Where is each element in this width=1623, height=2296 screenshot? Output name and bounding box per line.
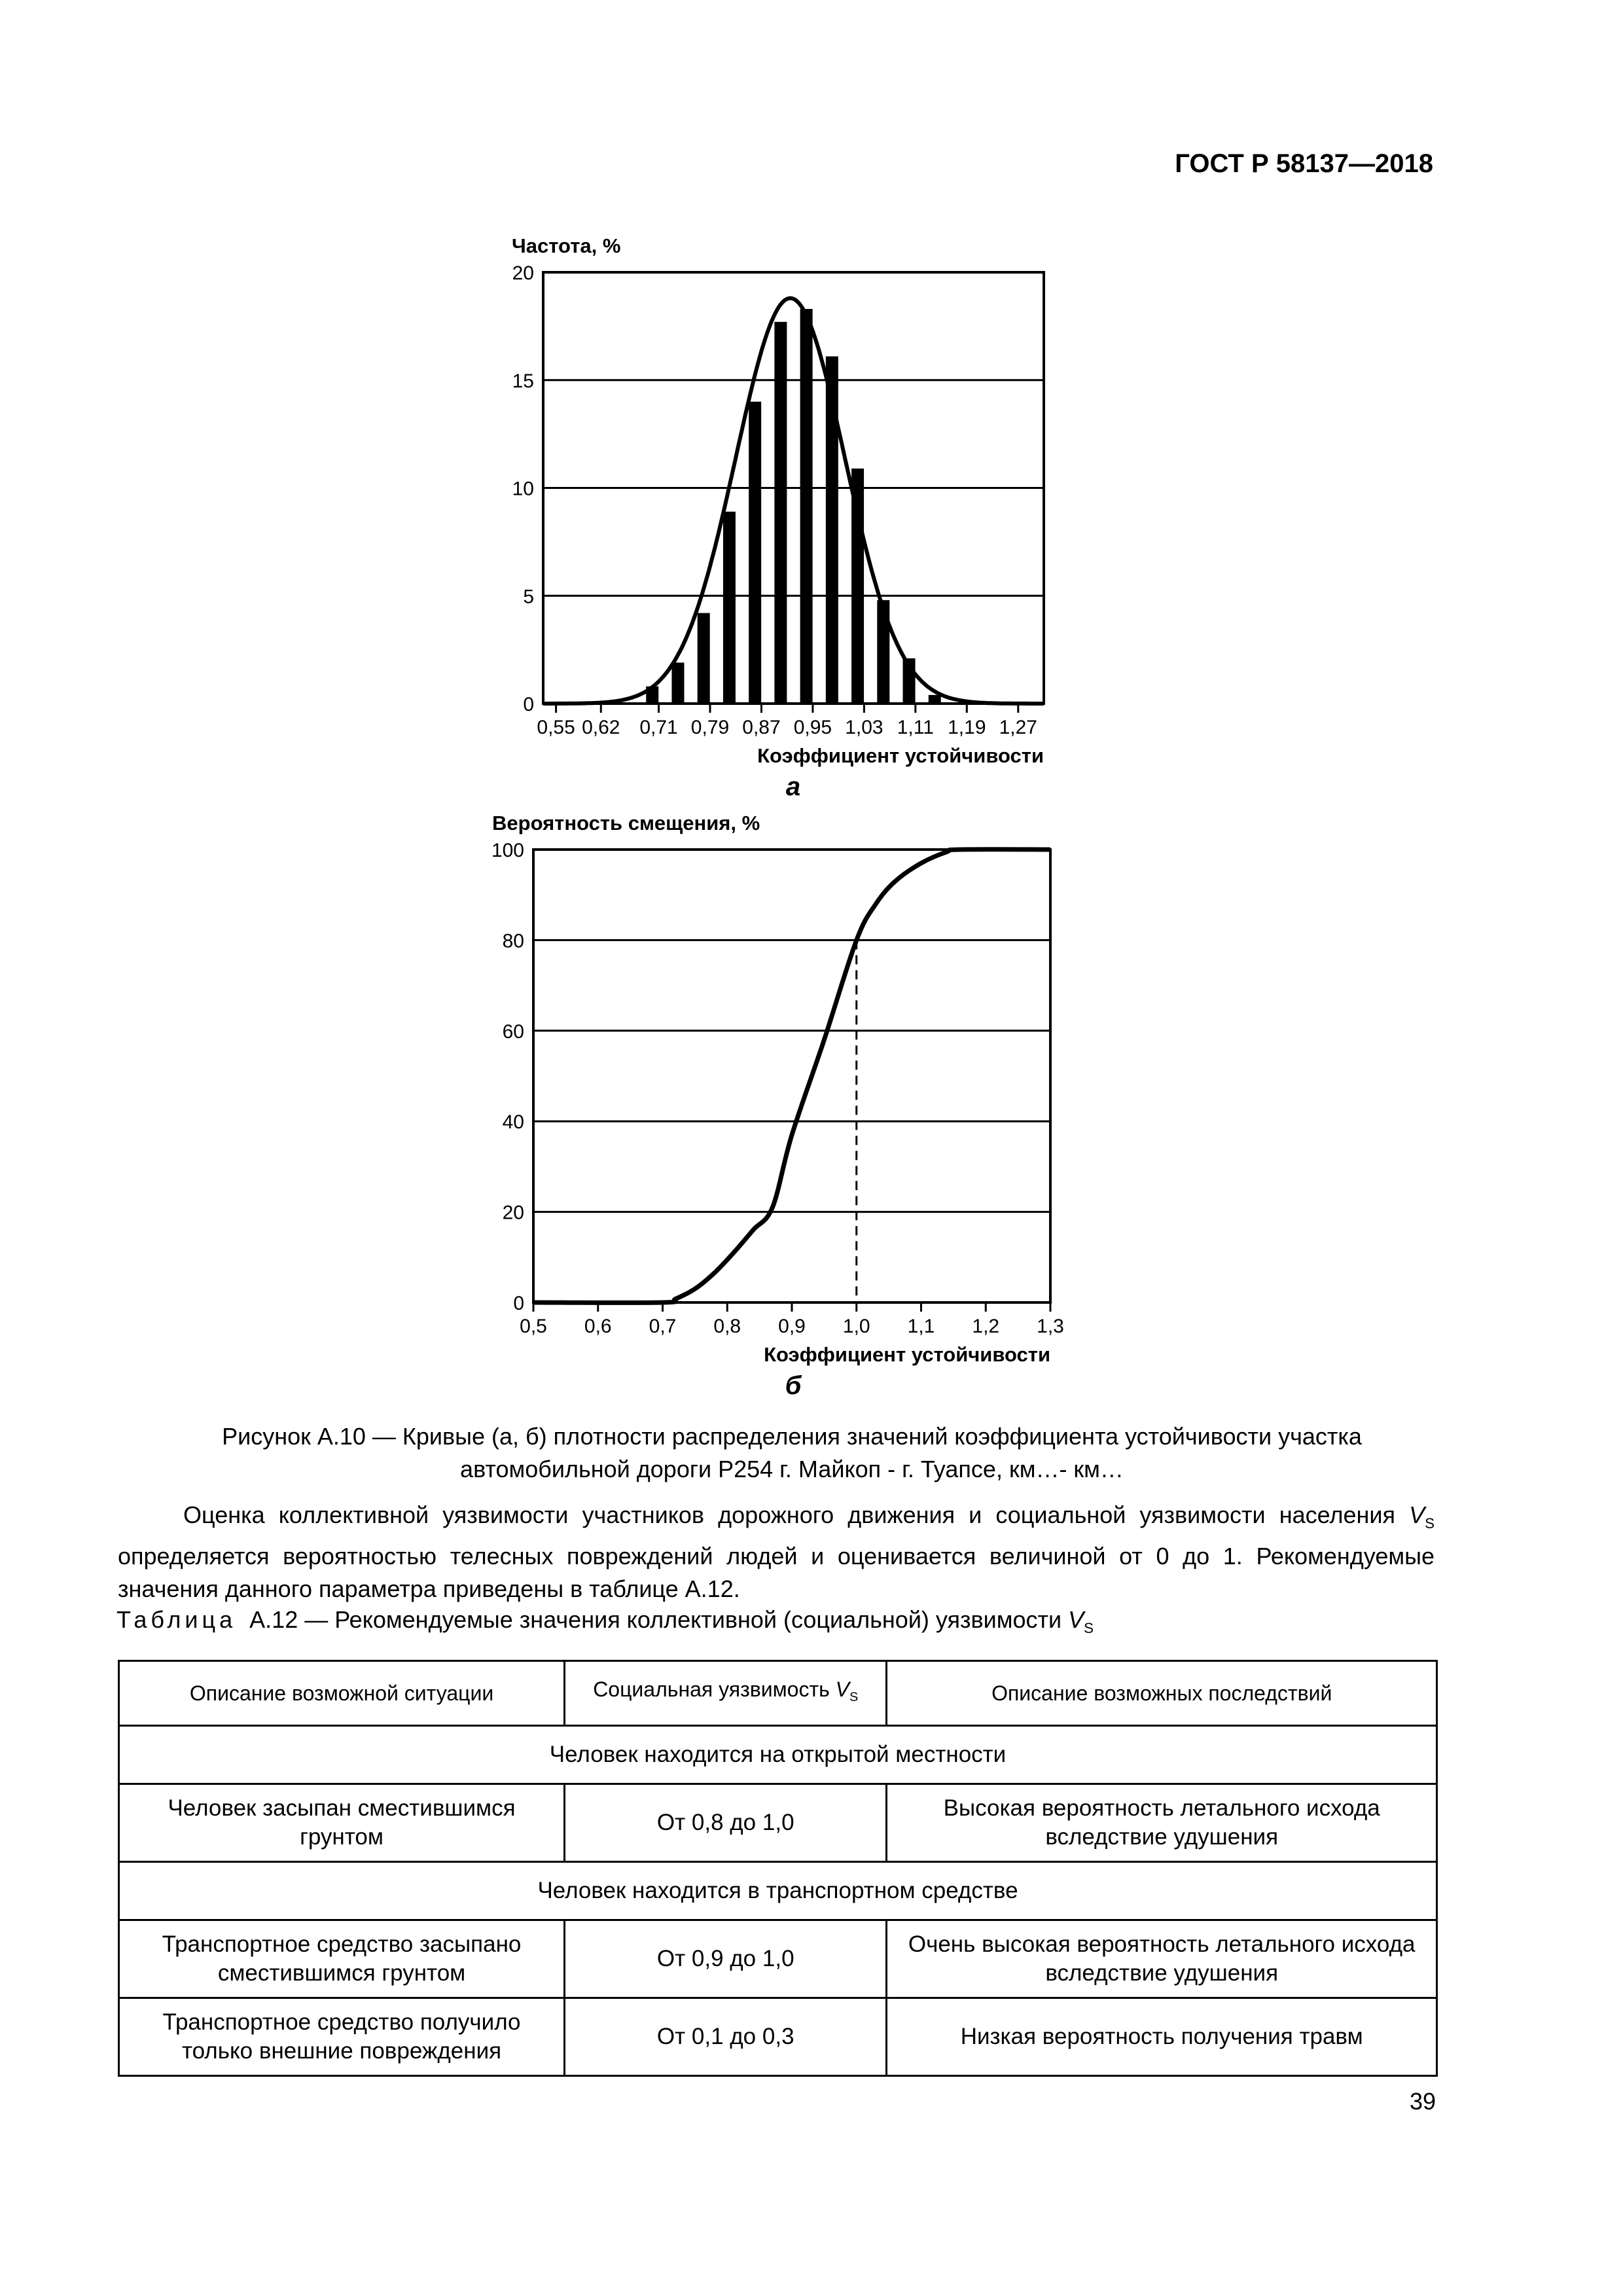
paragraph-continuation: определяется вероятностью телесных повреждений людей и оценивается величиной от 0 до 1. Рекомендуемые значения данного параметра приведены в таблице А.12.	[118, 1542, 1435, 1602]
x-tick-label: 0,55	[537, 717, 575, 738]
consequence-cell: Очень высокая вероятность летального исхода вследствие удушения	[887, 1920, 1437, 1998]
x-tick-label: 1,11	[897, 717, 934, 738]
x-tick-label: 0,62	[582, 717, 620, 738]
histogram-bar	[671, 662, 684, 704]
y-tick-label: 40	[502, 1111, 524, 1134]
x-tick-label: 0,5	[520, 1316, 547, 1337]
y-tick-label: 5	[523, 586, 534, 608]
x-tick-label: 1,2	[972, 1316, 1000, 1337]
y-axis-title: Вероятность смещения, %	[492, 812, 760, 834]
table-group-row	[119, 1862, 1437, 1920]
figure-caption-line-2: автомобильной дороги Р254 г. Майкоп - г. Туапсе, км…- км…	[460, 1456, 1124, 1482]
y-tick-label: 20	[512, 262, 534, 284]
histogram-bar	[774, 322, 787, 704]
x-tick-label: 1,0	[842, 1316, 870, 1337]
y-tick-label: 60	[502, 1020, 524, 1043]
plot-frame	[533, 850, 1050, 1302]
x-tick-label: 1,3	[1037, 1316, 1064, 1337]
x-tick-label: 1,1	[907, 1316, 935, 1337]
x-tick-label: 0,87	[742, 717, 781, 738]
panel-label: а	[785, 772, 801, 801]
table-group-row	[119, 1726, 1437, 1784]
header-vulnerability: Социальная уязвимость $V_S$	[565, 1661, 887, 1726]
x-tick-label: 0,8	[713, 1316, 741, 1337]
x-tick-label: 0,7	[649, 1316, 677, 1337]
page-number: 39	[1409, 2088, 1436, 2115]
x-tick-label: 1,03	[845, 717, 883, 738]
vulnerability-table	[118, 1660, 1438, 2077]
x-tick-label: 0,6	[584, 1316, 612, 1337]
consequence-cell: Высокая вероятность летального исхода вследствие удушения	[887, 1784, 1437, 1862]
x-tick-label: 0,9	[778, 1316, 806, 1337]
y-tick-label: 0	[513, 1293, 524, 1314]
table-caption-vs-symbol: $V_S$	[1068, 1606, 1094, 1636]
situation-cell: Транспортное средство получило только внешние повреждения	[119, 1998, 565, 2076]
table-caption-number: А.12	[249, 1606, 298, 1633]
value-cell: От 0,8 до 1,0	[565, 1784, 887, 1862]
x-tick-label: 0,95	[793, 717, 832, 738]
panel-label: б	[785, 1371, 802, 1400]
table-row	[119, 1784, 1437, 1862]
x-axis-title: Коэффициент устойчивости	[757, 744, 1044, 767]
frequency-histogram-chart	[0, 216, 1623, 805]
histogram-bar	[698, 613, 710, 704]
figure-caption	[111, 1420, 1472, 1486]
figure-caption-line-1: Рисунок А.10 — Кривые (а, б) плотности распределения значений коэффициента устойчивости участка	[222, 1423, 1362, 1450]
y-tick-label: 100	[491, 840, 524, 861]
value-cell: От 0,1 до 0,3	[565, 1998, 887, 2076]
y-tick-label: 10	[512, 478, 534, 500]
histogram-bar	[800, 309, 813, 704]
y-axis-title: Частота, %	[512, 234, 621, 257]
group-title: Человек находится на открытой местности	[119, 1726, 1437, 1784]
y-tick-label: 80	[502, 930, 524, 952]
x-axis-title: Коэффициент устойчивости	[764, 1343, 1050, 1366]
header-situation: Описание возможной ситуации	[119, 1661, 565, 1726]
x-tick-label: 0,71	[639, 717, 678, 738]
group-title: Человек находится в транспортном средстве	[119, 1862, 1437, 1920]
histogram-bar	[749, 402, 761, 704]
fit-curve	[543, 298, 1044, 704]
probability-curve	[533, 850, 1050, 1303]
situation-cell: Транспортное средство засыпано сместившимся грунтом	[119, 1920, 565, 1998]
displacement-probability-chart	[0, 792, 1623, 1420]
x-tick-label: 1,19	[948, 717, 986, 738]
table-caption-text: — Рекомендуемые значения коллективной (социальной) уязвимости	[304, 1606, 1062, 1633]
table-row	[119, 1998, 1437, 2076]
header-consequences: Описание возможных последствий	[887, 1661, 1437, 1726]
y-tick-label: 15	[512, 370, 534, 392]
y-tick-label: 20	[502, 1202, 524, 1224]
consequence-cell: Низкая вероятность получения травм	[887, 1998, 1437, 2076]
value-cell: От 0,9 до 1,0	[565, 1920, 887, 1998]
y-tick-label: 0	[523, 694, 534, 715]
table-caption-word: Таблица	[116, 1606, 237, 1633]
body-paragraph	[118, 1499, 1435, 1605]
vs-symbol: $V_S$	[1409, 1501, 1435, 1532]
table-caption	[116, 1604, 1425, 1645]
histogram-bar	[723, 512, 736, 704]
situation-cell: Человек засыпан сместившимся грунтом	[119, 1784, 565, 1862]
x-tick-label: 0,79	[690, 717, 730, 738]
x-tick-label: 1,27	[999, 717, 1037, 738]
paragraph-text: Оценка коллективной уязвимости участников дорожного движения и социальной уязвимости населения	[183, 1501, 1395, 1528]
table-row	[119, 1920, 1437, 1998]
table-header-row	[119, 1661, 1437, 1726]
document-code: ГОСТ Р 58137—2018	[1175, 149, 1433, 178]
